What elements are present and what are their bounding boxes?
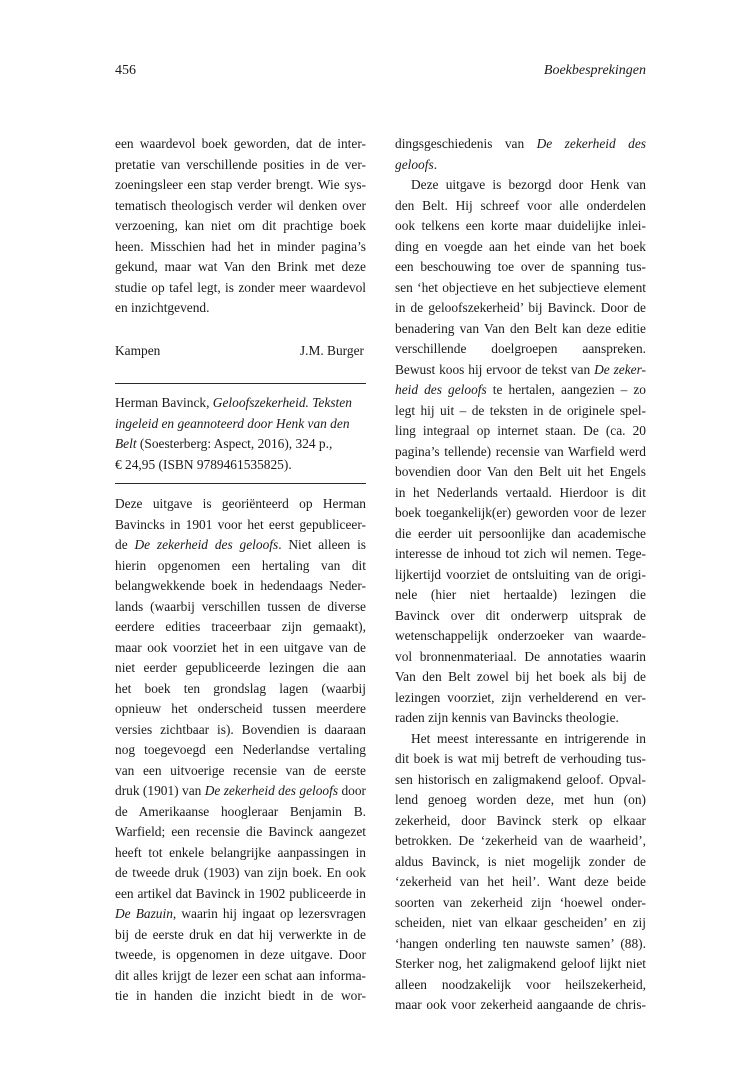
- text-line: nog toegevoegd een Nederlandse vertaling: [115, 742, 366, 757]
- text-line: druk (1901) van De zekerheid des geloofs door: [115, 783, 366, 798]
- text-line: zoeningsleer een stap verder brengt. Wie sys-: [115, 177, 366, 192]
- text-line: heen. Misschien had het in minder pagina’s: [115, 238, 366, 254]
- text-line: lend genoeg worden deze, met hun (on): [395, 792, 646, 807]
- text-line: heeft tot enkele belangrijke aanpassingen in: [115, 844, 366, 860]
- text-line: raden zijn kennis van Bavincks theologie.: [395, 710, 619, 725]
- text-line: en inzichtgevend.: [115, 300, 210, 315]
- text-line: opnieuw het onderscheid tussen meerdere: [115, 701, 366, 716]
- text-line: verschillende doelgroepen aanspreken.: [395, 341, 646, 356]
- text-line: hierin opgenomen een hertaling van dit: [115, 557, 366, 573]
- text-line: een waardevol boek geworden, dat de inter-: [115, 136, 366, 151]
- text-line: Deze uitgave is georiënteerd op Herman: [115, 496, 366, 511]
- review-body-left: [115, 494, 366, 1007]
- text-line: ding en voegde aan het einde van het boek: [395, 238, 646, 254]
- text-line: maar ook voorziet het in een uitgave van de: [115, 639, 366, 655]
- text-line: ‘zekerheid van het heil’. Want deze beide: [395, 874, 646, 889]
- text-line: tweede, is opgenomen in deze uitgave. Door: [115, 947, 366, 962]
- text-line: pretatie van verschillende posities in de ver-: [115, 156, 366, 172]
- citation-publisher: (Soesterberg: Aspect, 2016), 324 p.,: [136, 436, 333, 451]
- text-line: Warfield; een recensie die Bavinck aangezet: [115, 824, 366, 839]
- text-line: nele (hier niet hertaalde) lezingen die: [395, 587, 646, 602]
- text-line: dingsgeschiedenis van De zekerheid des: [395, 136, 646, 151]
- text-line: aldus Bavinck, is niet mogelijk zonder de: [395, 853, 646, 869]
- text-line: in het Nederlands vertaald. Hierdoor is dit: [395, 484, 646, 500]
- text-line: pagina’s tellende) recensie van Warfield werd: [395, 443, 646, 459]
- text-line: van een uitvoerige recensie van de eerste: [115, 762, 366, 778]
- text-line: ook telkens een korte maar duidelijke inlei-: [395, 218, 646, 233]
- text-line: ‘hangen onderling ten nauwste samen’ (88).: [395, 935, 646, 951]
- text-line: belangwekkende boek in hedendaags Neder-: [115, 578, 366, 593]
- text-line: geloofs.: [395, 156, 438, 172]
- text-line: legt hij uit – de teksten in de originele spel-: [395, 402, 646, 418]
- left-column: [115, 134, 366, 1007]
- text-line: maar ook voor zekerheid aangaande de chris-: [395, 997, 646, 1012]
- text-line: ling integraal op internet staan. De (ca. 20: [395, 423, 646, 438]
- text-line: het boek ten grondslag lagen (waarbij: [115, 680, 366, 696]
- text-line: heid des geloofs te hertalen, aangezien – zo: [395, 382, 647, 397]
- text-line: gekund, maar wat Van den Brink met deze: [115, 259, 366, 274]
- paragraph-start: Het meest interessante en intrigerende in: [411, 730, 646, 746]
- text-line: de Amerikaanse hoogleraar Benjamin B.: [115, 803, 366, 819]
- text-line: studie op tafel legt, is zonder meer waardevol: [115, 279, 366, 295]
- text-line: interesse de inhoud tot zich wil nemen. Tege-: [395, 546, 646, 561]
- text-line: dit boek is wat mij betreft de verhouding tus-: [395, 751, 646, 766]
- text-line: lijkertijd voorziet de ontsluiting van de origi-: [395, 566, 646, 582]
- text-line: Bavincks in 1901 voor het eerst gepubliceer-: [115, 516, 366, 532]
- citation-title-cont: ingeleid en geannoteerd door Henk van den: [115, 415, 350, 431]
- running-head: Boekbesprekingen: [543, 63, 646, 78]
- text-line: betrokken. De ‘zekerheid van de waarheid’,: [395, 833, 646, 848]
- text-line: een beschouwing toe over de spanning tus-: [395, 259, 646, 274]
- text-line: die eerder uit persoonlijke dan academische: [395, 525, 646, 541]
- text-line: de De zekerheid des geloofs. Niet alleen is: [115, 537, 366, 552]
- text-line: bij de eerste druk en dat hij verwerkte in de: [115, 926, 366, 942]
- citation-author: Herman Bavinck,: [115, 395, 213, 410]
- text-line: versies zichtbaar is). Bovendien is daaraan: [115, 721, 366, 737]
- text-line: de tweede druk (1903) van zijn boek. En ook: [115, 865, 366, 880]
- review-place: Kampen: [115, 342, 161, 358]
- previous-review-ending: [115, 134, 366, 319]
- reviewer-signature: [115, 341, 366, 362]
- text-line: dit alles krijgt de lezer een schat aan informa-: [115, 967, 366, 983]
- text-line: scheiden, niet van elkaar gescheiden’ en zij: [395, 915, 646, 930]
- text-line: soorten van zekerheid zijn ‘hoewel onder-: [395, 894, 646, 910]
- text-line: tematisch theologisch verder wil denken over: [115, 197, 366, 213]
- text-line: boek toegankelijk(er) geworden voor de lezer: [395, 505, 646, 520]
- text-line: sen historisch en zaligmakend geloof. Opval-: [395, 771, 646, 787]
- text-line: bovendien door Van den Belt uit het Engels: [395, 464, 646, 479]
- text-line: verzoening, kan niet om dit prachtige boek: [115, 218, 366, 233]
- paragraph-start: Deze uitgave is bezorgd door Henk van: [411, 177, 646, 192]
- text-line: niet eerder gepubliceerde lezingen die aan: [115, 660, 366, 675]
- citation-title-end: Belt: [115, 436, 137, 451]
- text-line: een artikel dat Bavinck in 1902 publiceerde in: [115, 885, 366, 901]
- text-line: Bavinck over dit onderwerp uitsprak de: [395, 607, 646, 623]
- text-line: alleen noodzakelijk voor heilszekerheid,: [395, 976, 646, 992]
- text-line: zekerheid, door Bavinck sterk op elkaar: [395, 812, 646, 828]
- text-line: den Belt. Hij schreef voor alle onderdelen: [395, 197, 646, 213]
- text-line: tie in handen die inzicht biedt in de wor-: [115, 988, 366, 1003]
- citation-title: Geloofszekerheid. Teksten: [212, 395, 352, 410]
- right-column: [395, 134, 646, 1016]
- text-line: Bewust koos hij ervoor de tekst van De zeker-: [395, 361, 647, 377]
- text-line: in de geloofszekerheid’ bij Bavinck. Door de: [395, 300, 646, 315]
- citation-price-isbn: € 24,95 (ISBN 9789461535825).: [115, 456, 292, 472]
- page-number: 456: [115, 63, 136, 78]
- text-line: wetenschappelijk onderzoeker van waarde-: [395, 628, 646, 643]
- text-line: De Bazuin, waarin hij ingaat op lezersvragen: [115, 906, 366, 921]
- book-citation: [115, 384, 366, 483]
- text-line: lands (waarbij verschillen tussen de diverse: [115, 598, 366, 614]
- reviewer-name: J.M. Burger: [299, 342, 364, 358]
- text-line: eerdere edities traceerbaar zijn gemaakt),: [115, 619, 366, 634]
- text-line: sen ‘het objectieve en het subjectieve element: [395, 279, 646, 295]
- text-line: Van den Belt zowel bij het boek als bij de: [395, 669, 646, 684]
- text-line: benadering van Van den Belt kan deze editie: [395, 320, 646, 336]
- text-line: lezingen voorziet, zijn verhelderend en ver-: [395, 689, 646, 705]
- text-line: Sterker nog, het zaligmakend geloof lijkt niet: [395, 956, 646, 971]
- text-line: vol bronnenmateriaal. De annotaties waarin: [395, 648, 646, 664]
